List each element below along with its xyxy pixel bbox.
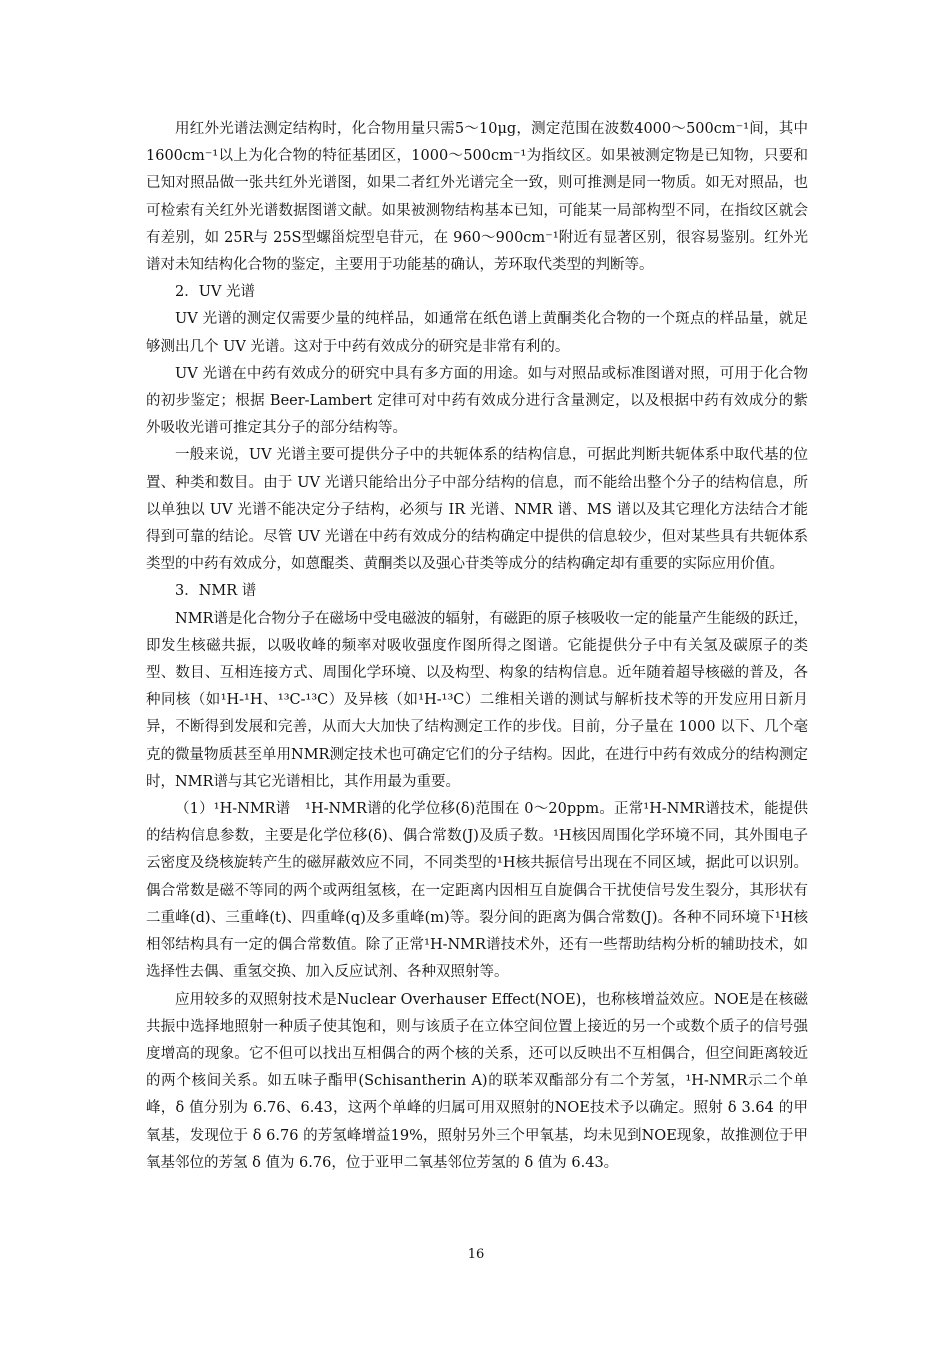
paragraph-nmr-overview: NMR谱是化合物分子在磁场中受电磁波的辐射，有磁距的原子核吸收一定的能量产生能级的跃迁，即发生核磁共振，以吸收峰的频率对吸收强度作图所得之图谱。它能提供分子中有关氢及碳原子的类型、数目、互相连接方式、周围化学环境、以及构型、构象的结构信息。近年随着超导核磁的普及，各种同核（如¹H-¹H、¹³C-¹³C）及异核（如¹H-¹³C）二维相关谱的测试与解析技术等的开发应用日新月异，不断得到发展和完善，从而大大加快了结构测定工作的步伐。目前，分子量在 1000 以下、几个毫克的微量物质甚至单用NMR测定技术也可确定它们的分子结构。因此，在进行中药有效成分的结构测定时，NMR谱与其它光谱相比，其作用最为重要。 xyxy=(146,610,808,790)
paragraph-uv-information: 一般来说，UV 光谱主要可提供分子中的共轭体系的结构信息，可据此判断共轭体系中取代基的位置、种类和数目。由于 UV 光谱只能给出分子中部分结构的信息，而不能给出整个分子的结构信息，所以单独以 UV 光谱不能决定分子结构，必须与 IR 光谱、NMR 谱、MS 谱以及其它理化方法结合才能得到可靠的结论。尽管 UV 光谱在中药有效成分的结构确定中提供的信息较少，但对某些具有共轭体系类型的中药有效成分，如蒽醌类、黄酮类以及强心苷类等成分的结构确定却有重要的实际应用价值。 xyxy=(146,447,808,573)
section-heading-uv: 2．UV 光谱 xyxy=(175,284,256,301)
paragraph-uv-uses: UV 光谱在中药有效成分的研究中具有多方面的用途。如与对照品或标准图谱对照，可用于化合物的初步鉴定；根据 Beer-Lambert 定律可对中药有效成分进行含量测定，以及根据中药有效成分的紫外吸收光谱可推定其分子的部分结构等。 xyxy=(146,365,808,437)
page-number: 16 xyxy=(467,1247,485,1262)
paragraph-h-nmr: （1）¹H-NMR谱 ¹H-NMR谱的化学位移(δ)范围在 0～20ppm。正常¹H-NMR谱技术，能提供的结构信息参数，主要是化学位移(δ)、偶合常数(J)及质子数。¹H核因周围化学环境不同，其外围电子云密度及绕核旋转产生的磁屏蔽效应不同，不同类型的¹H核共振信号出现在不同区域，据此可以识别。偶合常数是磁不等同的两个或两组氢核，在一定距离内因相互自旋偶合干扰使信号发生裂分，其形状有二重峰(d)、三重峰(t)、四重峰(q)及多重峰(m)等。裂分间的距离为偶合常数(J)。各种不同环境下¹H核相邻结构具有一定的偶合常数值。除了正常¹H-NMR谱技术外，还有一些帮助结构分析的辅助技术，如选择性去偶、重氢交换、加入反应试剂、各种双照射等。 xyxy=(146,801,808,981)
document-body xyxy=(146,116,808,1177)
paragraph-ir-spectroscopy: 用红外光谱法测定结构时，化合物用量只需5～10μg，测定范围在波数4000～500cm⁻¹间，其中 1600cm⁻¹以上为化合物的特征基团区，1000～500cm⁻¹为指纹区。如果被测定物是已知物，只要和已知对照品做一张共红外光谱图，如果二者红外光谱完全一致，则可推测是同一物质。如无对照品，也可检索有关红外光谱数据图谱文献。如果被测物结构基本已知，可能某一局部构型不同，在指纹区就会有差别，如 25R与 25S型螺甾烷型皂苷元，在 960～900cm⁻¹附近有显著区别，很容易鉴别。红外光谱对未知结构化合物的鉴定，主要用于功能基的确认，芳环取代类型的判断等。 xyxy=(146,121,808,274)
section-heading-nmr: 3．NMR 谱 xyxy=(175,583,257,600)
paragraph-noe: 应用较多的双照射技术是Nuclear Overhauser Effect(NOE)，也称核增益效应。NOE是在核磁共振中选择地照射一种质子使其饱和，则与该质子在立体空间位置上接近的另一个或数个质子的信号强度增高的现象。它不但可以找出互相偶合的两个核的关系，还可以反映出不互相偶合，但空间距离较近的两个核间关系。如五味子酯甲(Schisantherin A)的联苯双酯部分有二个芳氢，¹H-NMR示二个单峰，δ 值分别为 6.76、6.43，这两个单峰的归属可用双照射的NOE技术予以确定。照射 δ 3.64 的甲氧基，发现位于 δ 6.76 的芳氢峰增益19%，照射另外三个甲氧基，均未见到NOE现象，故推测位于甲氧基邻位的芳氢 δ 值为 6.76，位于亚甲二氧基邻位芳氢的 δ 值为 6.43。 xyxy=(146,991,808,1171)
paragraph-uv-sample: UV 光谱的测定仅需要少量的纯样品，如通常在纸色谱上黄酮类化合物的一个斑点的样品量，就足够测出几个 UV 光谱。这对于中药有效成分的研究是非常有利的。 xyxy=(146,311,808,355)
